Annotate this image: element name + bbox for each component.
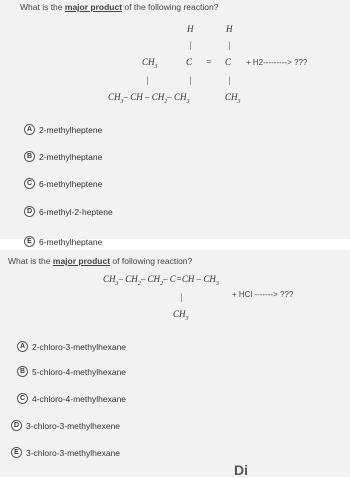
option-text: 6-methylheptane bbox=[39, 236, 103, 247]
main-chain: $CH_3-$ CH – $CH_2-$ $CH_3$ bbox=[108, 92, 190, 105]
option-text: 2-methylheptene bbox=[39, 124, 103, 135]
prompt-text: What is the bbox=[8, 256, 53, 266]
option-text: 6-methyl-2-heptene bbox=[39, 206, 113, 217]
methyl-label: $CH_3$ bbox=[225, 92, 241, 105]
bond-line: | bbox=[180, 292, 183, 302]
prompt-text: What is the bbox=[20, 2, 65, 12]
option-letter: E bbox=[24, 236, 35, 247]
option-text: 2-chloro-3-methylhexane bbox=[32, 341, 127, 352]
main-chain: $CH_3-$ $CH_2-$ $CH_2-$ $C=CH - CH_3$ bbox=[103, 274, 219, 287]
carbon-label: C bbox=[225, 57, 232, 67]
bond-line: | bbox=[189, 40, 192, 50]
option-letter: E bbox=[11, 447, 22, 458]
option-letter: A bbox=[17, 341, 28, 352]
option-b[interactable] bbox=[24, 151, 102, 162]
option-letter: C bbox=[24, 178, 35, 189]
reaction-reagent: + HCl -------> ??? bbox=[232, 290, 294, 299]
option-text: 5-chloro-4-methylhexane bbox=[32, 366, 127, 377]
methyl-label: $CH_3$ bbox=[173, 309, 189, 322]
option-d[interactable] bbox=[11, 420, 120, 431]
option-letter: D bbox=[24, 206, 35, 217]
option-d[interactable] bbox=[24, 206, 113, 217]
double-bond: = bbox=[206, 57, 213, 67]
option-letter: B bbox=[17, 366, 28, 377]
option-a[interactable] bbox=[17, 341, 126, 352]
option-text: 3-chloro-3-methylhexene bbox=[26, 420, 121, 431]
bond-line: | bbox=[228, 40, 231, 50]
option-b[interactable] bbox=[17, 366, 126, 377]
reaction-reagent: + H2---------> ??? bbox=[246, 58, 308, 67]
prompt-text: of the following reaction? bbox=[122, 2, 219, 12]
option-e[interactable] bbox=[24, 236, 102, 247]
carbon-label: C bbox=[186, 57, 193, 67]
hydrogen-label: H bbox=[187, 24, 194, 34]
option-c[interactable] bbox=[17, 393, 126, 404]
option-c[interactable] bbox=[24, 178, 102, 189]
question-2-prompt bbox=[8, 256, 192, 266]
option-letter: B bbox=[24, 151, 35, 162]
bond-line: | bbox=[189, 75, 192, 85]
option-letter: A bbox=[24, 124, 35, 135]
methyl-label: $CH_3$ bbox=[142, 57, 158, 70]
option-a[interactable] bbox=[24, 124, 102, 135]
cut-off-text: Di bbox=[234, 462, 248, 478]
prompt-emphasis: major product bbox=[52, 256, 111, 266]
question-1-prompt bbox=[20, 2, 218, 12]
bond-line: | bbox=[146, 75, 149, 85]
hydrogen-label: H bbox=[226, 24, 233, 34]
bond-line: | bbox=[228, 75, 231, 85]
option-e[interactable] bbox=[11, 447, 120, 458]
option-text: 2-methylheptane bbox=[39, 151, 103, 162]
option-text: 4-chloro-4-methylhexane bbox=[32, 393, 127, 404]
option-text: 6-methylheptene bbox=[39, 178, 103, 189]
option-letter: C bbox=[17, 393, 28, 404]
option-letter: D bbox=[11, 420, 22, 431]
prompt-text: of following reaction? bbox=[110, 256, 193, 266]
option-text: 3-chloro-3-methylhexane bbox=[26, 447, 121, 458]
prompt-emphasis: major product bbox=[64, 2, 123, 12]
